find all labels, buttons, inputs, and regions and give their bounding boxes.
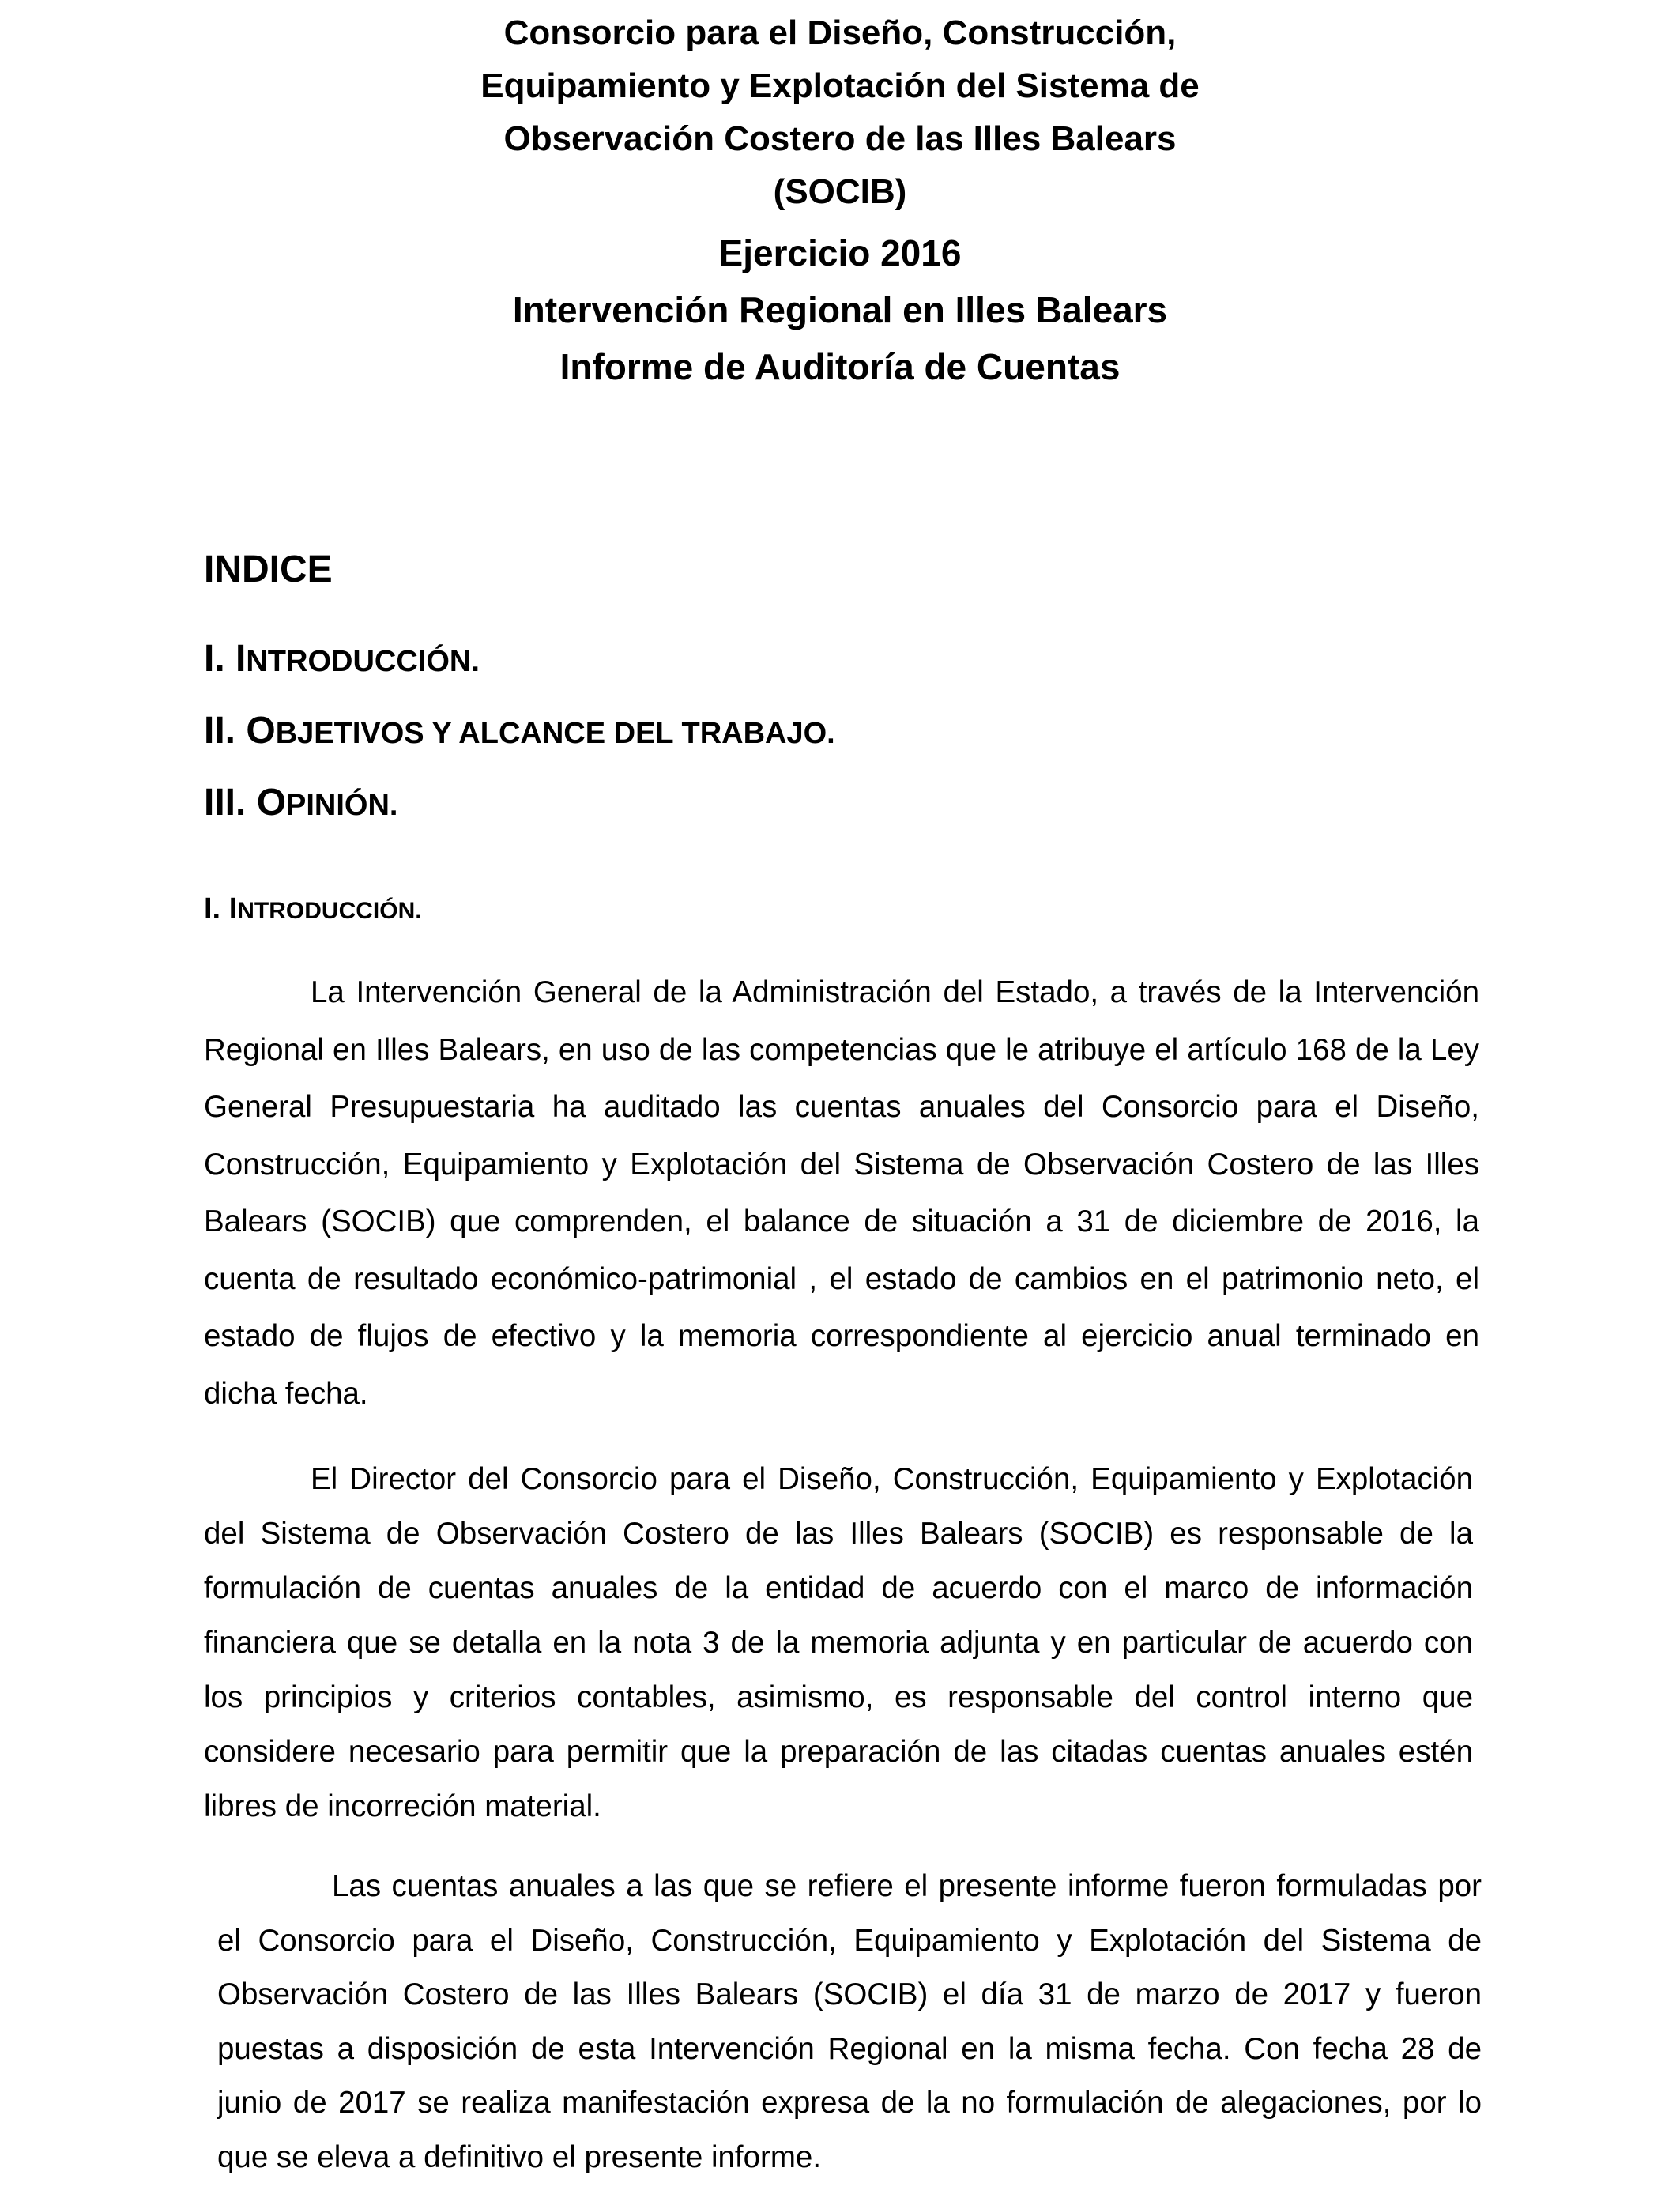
toc-item: II. OBJETIVOS Y ALCANCE DEL TRABAJO.	[204, 710, 835, 752]
body-paragraph: La Intervención General de la Administración del Estado, a través de la Intervención Regional en Illes Balears, en uso de las competencias que le atribuye el artículo 168 de la Ley General Presupuestaria ha auditado las cuentas anuales del Consorcio para el Diseño, Construcción, Equipamiento y Explotación del Sistema de Observación Costero de las Illes Balears (SOCIB) que comprenden, el balance de situación a 31 de diciembre de 2016, la cuenta de resultado económico-patrimonial , el estado de cambios en el patrimonio neto, el estado de flujos de efectivo y la memoria correspondiente al ejercicio anual terminado en dicha fecha.	[204, 975, 1479, 1411]
title-line: Consorcio para el Diseño, Construcción,	[503, 13, 1177, 52]
body-paragraph: Las cuentas anuales a las que se refiere el presente informe fueron formuladas por el Consorcio para el Diseño, Construcción, Equipamiento y Explotación del Sistema de Observación Costero de las Illes Balears (SOCIB) el día 31 de marzo de 2017 y fueron puestas a disposición de esta Intervención Regional en la misma fecha. Con fecha 28 de junio de 2017 se realiza manifestación expresa de la no formulación de alegaciones, por lo que se eleva a definitivo el presente informe.	[217, 1869, 1482, 2174]
index-title: INDICE	[204, 548, 333, 590]
body-paragraph: El Director del Consorcio para el Diseño, Construcción, Equipamiento y Explotación del Sistema de Observación Costero de las Illes Balears (SOCIB) es responsable de la formulación de cuentas anuales de la entidad de acuerdo con el marco de información financiera que se detalla en la nota 3 de la memoria adjunta y en particular de acuerdo con los principios y criterios contables, asimismo, es responsable del control interno que considere necesario para permitir que la preparación de las citadas cuentas anuales estén libres de incorreción material.	[204, 1462, 1473, 1823]
title-line: (SOCIB)	[773, 172, 907, 211]
subtitle-line: Intervención Regional en Illes Balears	[512, 289, 1168, 330]
table-of-contents	[204, 624, 835, 840]
toc-item: I. INTRODUCCIÓN.	[204, 638, 480, 680]
section-heading: I. INTRODUCCIÓN.	[204, 892, 422, 925]
toc-item: III. OPINIÓN.	[204, 782, 398, 824]
document-subtitle	[0, 224, 1680, 395]
title-line: Equipamiento y Explotación del Sistema de	[480, 66, 1200, 105]
subtitle-line: Ejercicio 2016	[718, 232, 962, 273]
subtitle-line: Informe de Auditoría de Cuentas	[559, 346, 1121, 387]
title-line: Observación Costero de las Illes Balears	[503, 119, 1177, 158]
document-title	[0, 6, 1680, 218]
